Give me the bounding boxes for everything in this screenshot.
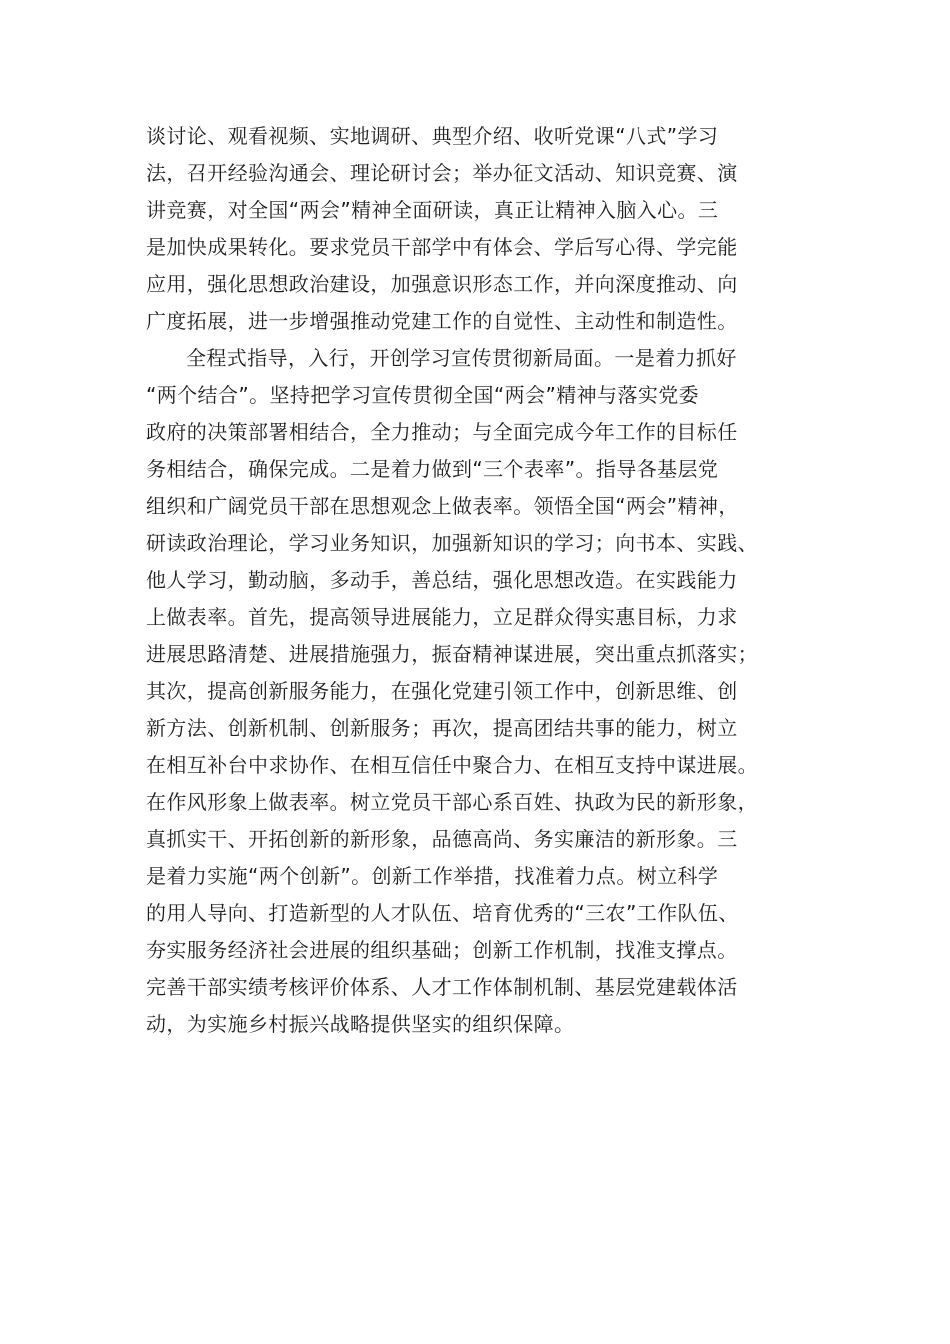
text-line: “两个结合”。坚持把学习宣传贯彻全国“两会”精神与落实党委 xyxy=(146,383,700,407)
text-line: 的用人导向、打造新型的人才队伍、培育优秀的“三农”工作队伍、 xyxy=(146,901,739,925)
text-line: 是着力实施“两个创新”。创新工作举措，找准着力点。树立科学 xyxy=(146,864,719,888)
text-line: 他人学习，勤动脑，多动手，善总结，强化思想改造。在实践能力 xyxy=(146,568,738,592)
text-line: 应用，强化思想政治建设，加强意识形态工作，并向深度推动、向 xyxy=(146,272,738,296)
text-line: 广度拓展，进一步增强推动党建工作的自觉性、主动性和制造性。 xyxy=(146,309,738,333)
text-line: 其次，提高创新服务能力，在强化党建引领工作中，创新思维、创 xyxy=(146,679,738,703)
text-line: 谈讨论、观看视频、实地调研、典型介绍、收听党课“八式”学习 xyxy=(146,124,719,148)
text-line: 夯实服务经济社会进展的组织基础；创新工作机制，找准支撑点。 xyxy=(146,938,738,962)
text-line: 组织和广阔党员干部在思想观念上做表率。领悟全国“两会”精神， xyxy=(146,494,739,518)
text-line: 进展思路清楚、进展措施强力，振奋精神谋进展，突出重点抓落实； xyxy=(146,642,758,666)
text-line: 新方法、创新机制、创新服务；再次，提高团结共事的能力，树立 xyxy=(146,716,738,740)
text-line: 法，召开经验沟通会、理论研讨会；举办征文活动、知识竞赛、演 xyxy=(146,161,738,185)
text-line: 是加快成果转化。要求党员干部学中有体会、学后写心得、学完能 xyxy=(146,235,738,259)
text-line: 在相互补台中求协作、在相互信任中聚合力、在相互支持中谋进展。 xyxy=(146,753,758,777)
document-body xyxy=(146,118,826,1043)
text-line: 讲竞赛，对全国“两会”精神全面研读，真正让精神入脑入心。三 xyxy=(146,198,719,222)
text-line: 研读政治理论，学习业务知识，加强新知识的学习；向书本、实践、 xyxy=(146,531,758,555)
text-line: 完善干部实绩考核评价体系、人才工作体制机制、基层党建载体活 xyxy=(146,975,738,999)
text-line: 政府的决策部署相结合，全力推动；与全面完成今年工作的目标任 xyxy=(146,420,738,444)
text-line: 在作风形象上做表率。树立党员干部心系百姓、执政为民的新形象， xyxy=(146,790,758,814)
text-line: 务相结合，确保完成。二是着力做到“三个表率”。指导各基层党 xyxy=(146,457,719,481)
text-line: 真抓实干、开拓创新的新形象，品德高尚、务实廉洁的新形象。三 xyxy=(146,827,738,851)
text-line: 动，为实施乡村振兴战略提供坚实的组织保障。 xyxy=(146,1012,575,1036)
text-line: 上做表率。首先，提高领导进展能力，立足群众得实惠目标，力求 xyxy=(146,605,738,629)
paragraph-start-line: 全程式指导，入行，开创学习宣传贯彻新局面。一是着力抓好 xyxy=(186,346,737,370)
